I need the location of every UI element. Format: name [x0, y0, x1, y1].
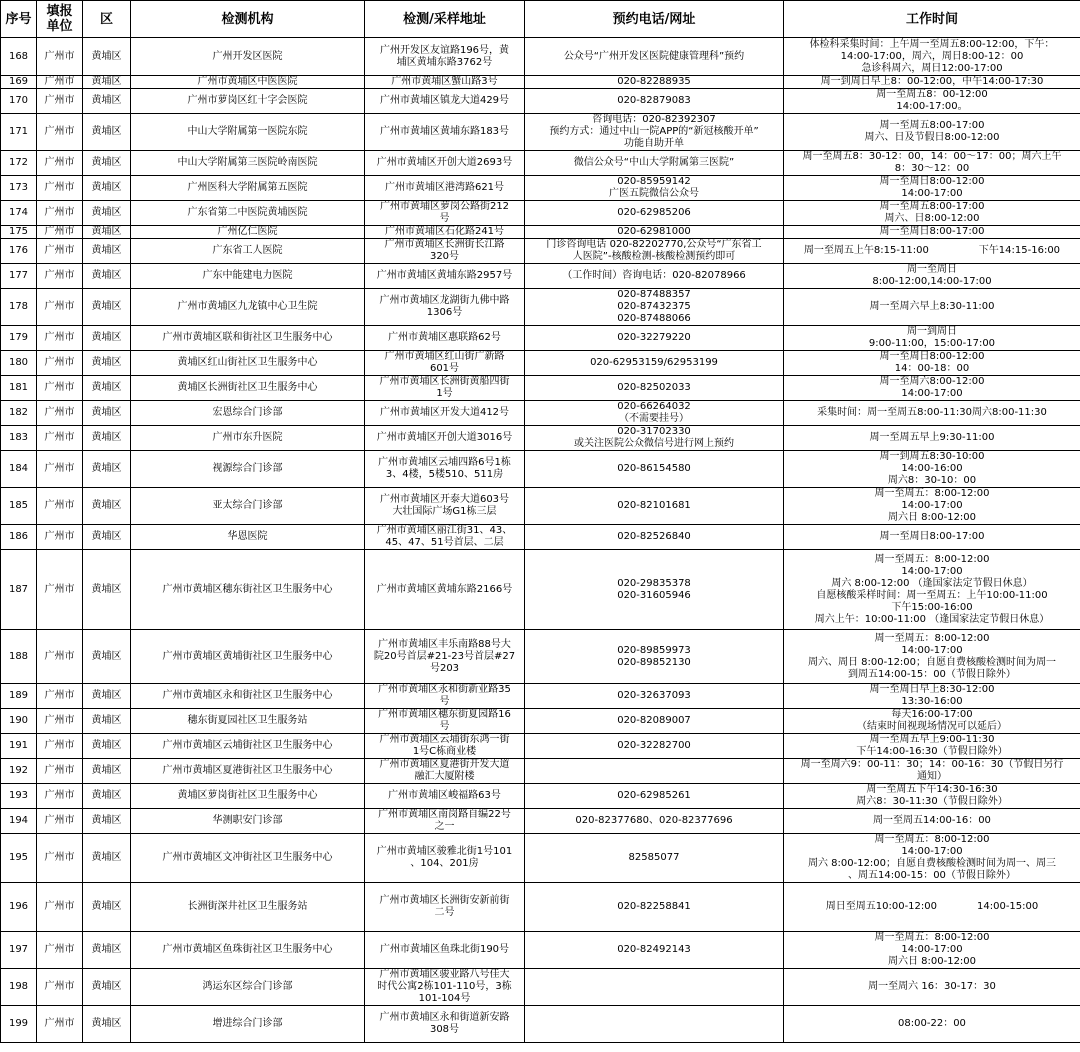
cell-district: 黄埔区 [83, 809, 131, 834]
table-row [1, 38, 1080, 76]
cell-institution: 广州市黄埔区文冲街社区卫生服务中心 [131, 834, 365, 883]
cell-contact: 020-82502033 [525, 376, 784, 401]
cell-address: 广州市黄埔区黄埔东路183号 [365, 114, 525, 151]
cell-contact: 020-82492143 [525, 932, 784, 969]
cell-address: 广州市黄埔区开泰大道603号 大壮国际广场G1栋三层 [365, 488, 525, 525]
cell-address: 广州市黄埔区惠联路62号 [365, 326, 525, 351]
cell-seq: 191 [1, 734, 37, 759]
cell-address: 广州市黄埔区红山街广新路 601号 [365, 351, 525, 376]
cell-contact: 公众号“广州开发区医院健康管理科”预约 [525, 38, 784, 76]
cell-institution: 华测职安门诊部 [131, 809, 365, 834]
cell-contact: 020-62985261 [525, 784, 784, 809]
cell-district: 黄埔区 [83, 550, 131, 630]
cell-hours: 采集时间：周一至周五8:00-11:30周六8:00-11:30 [784, 401, 1080, 426]
cell-seq: 190 [1, 709, 37, 734]
cell-institution: 广州市黄埔区联和街社区卫生服务中心 [131, 326, 365, 351]
cell-unit: 广州市 [37, 630, 83, 684]
cell-unit: 广州市 [37, 834, 83, 883]
cell-district: 黄埔区 [83, 734, 131, 759]
cell-address: 广州市黄埔区石化路241号 [365, 226, 525, 239]
cell-contact: 020-62985206 [525, 201, 784, 226]
cell-district: 黄埔区 [83, 326, 131, 351]
cell-address: 广州市黄埔区丽江街31、43、 45、47、51号首层、二层 [365, 525, 525, 550]
cell-seq: 197 [1, 932, 37, 969]
cell-district: 黄埔区 [83, 784, 131, 809]
cell-unit: 广州市 [37, 525, 83, 550]
table-row [1, 809, 1080, 834]
cell-address: 广州市黄埔区穗东街夏园路16 号 [365, 709, 525, 734]
cell-institution: 广州市黄埔区夏港街社区卫生服务中心 [131, 759, 365, 784]
cell-seq: 186 [1, 525, 37, 550]
cell-district: 黄埔区 [83, 1006, 131, 1043]
cell-address: 广州市黄埔区长洲街黄船四街 1号 [365, 376, 525, 401]
cell-hours: 体检科采集时间：上午周一至周五8:00-12:00，下午： 14:00-17:00，周六，周日8:00-12：00 急诊科周六，周日12:00-17:00 [784, 38, 1080, 76]
cell-address: 广州市黄埔区骏业路八号佳大 时代公寓2栋101-110号，3栋 101-104号 [365, 969, 525, 1006]
table-row [1, 264, 1080, 289]
cell-district: 黄埔区 [83, 451, 131, 488]
cell-unit: 广州市 [37, 784, 83, 809]
cell-unit: 广州市 [37, 151, 83, 176]
cell-unit: 广州市 [37, 326, 83, 351]
cell-district: 黄埔区 [83, 176, 131, 201]
cell-district: 黄埔区 [83, 488, 131, 525]
cell-institution: 黄埔区长洲街社区卫生服务中心 [131, 376, 365, 401]
cell-hours: 周一至周五早上9:30-11:00 [784, 426, 1080, 451]
cell-seq: 185 [1, 488, 37, 525]
cell-hours: 周一至周五：8:00-12:00 14:00-17:00 周六日 8:00-12:00 [784, 932, 1080, 969]
cell-institution: 广州市萝岗区红十字会医院 [131, 89, 365, 114]
cell-address: 广州市黄埔区峻福路63号 [365, 784, 525, 809]
cell-seq: 194 [1, 809, 37, 834]
cell-contact: 020-32279220 [525, 326, 784, 351]
cell-unit: 广州市 [37, 114, 83, 151]
cell-hours: 周一至周五8：30-12：00，14：00～17：00；周六上午 8：30～12：00 [784, 151, 1080, 176]
cell-unit: 广州市 [37, 76, 83, 89]
cell-institution: 广州开发区医院 [131, 38, 365, 76]
cell-hours: 周一至周五8:00-17:00 周六、日8:00-12:00 [784, 201, 1080, 226]
cell-hours: 周一至周五下午14:30-16:30 周六8：30-11:30（节假日除外） [784, 784, 1080, 809]
cell-hours: 周一至周五早上9:00-11:30 下午14:00-16:30（节假日除外） [784, 734, 1080, 759]
cell-institution: 广州市黄埔区穗东街社区卫生服务中心 [131, 550, 365, 630]
cell-seq: 169 [1, 76, 37, 89]
header-institution: 检测机构 [131, 1, 365, 38]
cell-seq: 168 [1, 38, 37, 76]
cell-seq: 180 [1, 351, 37, 376]
cell-unit: 广州市 [37, 426, 83, 451]
cell-district: 黄埔区 [83, 114, 131, 151]
cell-address: 广州市黄埔区永和街道新安路 308号 [365, 1006, 525, 1043]
cell-institution: 长洲街深井社区卫生服务站 [131, 883, 365, 932]
cell-contact: 020-89859973 020-89852130 [525, 630, 784, 684]
cell-institution: 中山大学附属第一医院东院 [131, 114, 365, 151]
table-row [1, 969, 1080, 1006]
cell-contact [525, 969, 784, 1006]
cell-hours: 周一至周五：8:00-12:00 14:00-17:00 周六、周日 8:00-12:00；自愿自费核酸检测时间为周一 到周五14:00-15：00（节假日除外） [784, 630, 1080, 684]
table-row [1, 709, 1080, 734]
cell-hours: 周日至周五10:00-12:00 14:00-15:00 [784, 883, 1080, 932]
cell-address: 广州市黄埔区云埔四路6号1栋 3、4楼，5楼510、511房 [365, 451, 525, 488]
cell-hours: 周一到周五8:30-10:00 14:00-16:00 周六8：30-10：00 [784, 451, 1080, 488]
header-unit: 填报 单位 [37, 1, 83, 38]
cell-institution: 广州医科大学附属第五医院 [131, 176, 365, 201]
cell-hours: 周一至周五14:00-16：00 [784, 809, 1080, 834]
cell-unit: 广州市 [37, 451, 83, 488]
cell-address: 广州市黄埔区萝岗公路街212 号 [365, 201, 525, 226]
cell-unit: 广州市 [37, 38, 83, 76]
cell-seq: 196 [1, 883, 37, 932]
cell-address: 广州市黄埔区镇龙大道429号 [365, 89, 525, 114]
cell-unit: 广州市 [37, 289, 83, 326]
header-seq: 序号 [1, 1, 37, 38]
cell-unit: 广州市 [37, 89, 83, 114]
cell-contact: 020-62953159/62953199 [525, 351, 784, 376]
cell-unit: 广州市 [37, 351, 83, 376]
cell-institution: 黄埔区红山街社区卫生服务中心 [131, 351, 365, 376]
cell-district: 黄埔区 [83, 89, 131, 114]
table-row [1, 883, 1080, 932]
cell-address: 广州市黄埔区夏港街开发大道 融汇大厦附楼 [365, 759, 525, 784]
table-row [1, 734, 1080, 759]
cell-contact: 020-31702330 或关注医院公众微信号进行网上预约 [525, 426, 784, 451]
table-row [1, 351, 1080, 376]
cell-district: 黄埔区 [83, 834, 131, 883]
cell-hours: 周一至周日早上8:30-12:00 13:30-16:00 [784, 684, 1080, 709]
table-row [1, 488, 1080, 525]
cell-hours: 周一到周日早上8：00-12:00，中午14:00-17:30 [784, 76, 1080, 89]
cell-contact [525, 1006, 784, 1043]
table-row [1, 525, 1080, 550]
cell-address: 广州市黄埔区港湾路621号 [365, 176, 525, 201]
table-row [1, 326, 1080, 351]
table-row [1, 114, 1080, 151]
cell-seq: 174 [1, 201, 37, 226]
cell-district: 黄埔区 [83, 401, 131, 426]
header-district: 区 [83, 1, 131, 38]
cell-contact: 020-62981000 [525, 226, 784, 239]
table-row [1, 550, 1080, 630]
cell-institution: 中山大学附属第三医院岭南医院 [131, 151, 365, 176]
cell-address: 广州市黄埔区龙湖街九佛中路 1306号 [365, 289, 525, 326]
cell-contact: 咨询电话：020-82392307 预约方式：通过中山一院APP的“新冠核酸开单” 功能自助开单 [525, 114, 784, 151]
cell-address: 广州市黄埔区鱼珠北街190号 [365, 932, 525, 969]
cell-contact: 020-87488357 020-87432375 020-87488066 [525, 289, 784, 326]
cell-contact: 020-32282700 [525, 734, 784, 759]
cell-unit: 广州市 [37, 709, 83, 734]
cell-address: 广州市黄埔区丰乐南路88号大 院20号首层#21-23号首层#27 号203 [365, 630, 525, 684]
cell-seq: 195 [1, 834, 37, 883]
table-row [1, 784, 1080, 809]
cell-district: 黄埔区 [83, 630, 131, 684]
cell-district: 黄埔区 [83, 376, 131, 401]
cell-unit: 广州市 [37, 201, 83, 226]
cell-unit: 广州市 [37, 488, 83, 525]
cell-address: 广州市黄埔区黄埔东路2957号 [365, 264, 525, 289]
cell-address: 广州市黄埔区永和街新业路35 号 [365, 684, 525, 709]
cell-address: 广州市黄埔区云埔街东鸿一街 1号C栋商业楼 [365, 734, 525, 759]
cell-institution: 亚太综合门诊部 [131, 488, 365, 525]
cell-contact: 020-82101681 [525, 488, 784, 525]
cell-institution: 广州市黄埔区黄埔街社区卫生服务中心 [131, 630, 365, 684]
cell-institution: 增进综合门诊部 [131, 1006, 365, 1043]
cell-hours: 周一至周日8:00-12:00 14：00-18：00 [784, 351, 1080, 376]
cell-seq: 172 [1, 151, 37, 176]
cell-address: 广州市黄埔区长洲街安新前街 二号 [365, 883, 525, 932]
cell-seq: 175 [1, 226, 37, 239]
cell-contact: 020-86154580 [525, 451, 784, 488]
cell-seq: 184 [1, 451, 37, 488]
header-hours: 工作时间 [784, 1, 1080, 38]
cell-institution: 广州市黄埔区云埔街社区卫生服务中心 [131, 734, 365, 759]
table-row [1, 176, 1080, 201]
cell-address: 广州市黄埔区开创大道2693号 [365, 151, 525, 176]
cell-hours: 周一至周五：8:00-12:00 14:00-17:00 周六日 8:00-12:00 [784, 488, 1080, 525]
cell-district: 黄埔区 [83, 759, 131, 784]
cell-institution: 广州亿仁医院 [131, 226, 365, 239]
cell-contact: 020-32637093 [525, 684, 784, 709]
cell-seq: 193 [1, 784, 37, 809]
cell-hours: 周一至周日8:00-12:00 14:00-17:00 [784, 176, 1080, 201]
cell-contact [525, 759, 784, 784]
cell-institution: 广州市黄埔区中医医院 [131, 76, 365, 89]
cell-unit: 广州市 [37, 401, 83, 426]
cell-contact: 020-82526840 [525, 525, 784, 550]
cell-seq: 173 [1, 176, 37, 201]
cell-unit: 广州市 [37, 809, 83, 834]
cell-institution: 广东中能建电力医院 [131, 264, 365, 289]
table-row [1, 630, 1080, 684]
cell-seq: 181 [1, 376, 37, 401]
cell-institution: 广东省工人医院 [131, 239, 365, 264]
cell-seq: 170 [1, 89, 37, 114]
header-contact: 预约电话/网址 [525, 1, 784, 38]
cell-district: 黄埔区 [83, 883, 131, 932]
cell-contact: 微信公众号“中山大学附属第三医院” [525, 151, 784, 176]
cell-institution: 黄埔区萝岗街社区卫生服务中心 [131, 784, 365, 809]
table-row [1, 759, 1080, 784]
cell-seq: 171 [1, 114, 37, 151]
table-row [1, 426, 1080, 451]
cell-seq: 179 [1, 326, 37, 351]
cell-seq: 182 [1, 401, 37, 426]
cell-contact: 020-29835378 020-31605946 [525, 550, 784, 630]
cell-district: 黄埔区 [83, 426, 131, 451]
cell-contact: 82585077 [525, 834, 784, 883]
cell-hours: 周一至周六 16：30-17：30 [784, 969, 1080, 1006]
cell-hours: 周一至周六9：00-11：30；14：00-16：30（节假日另行 通知） [784, 759, 1080, 784]
cell-address: 广州市黄埔区开发大道412号 [365, 401, 525, 426]
cell-unit: 广州市 [37, 734, 83, 759]
cell-seq: 188 [1, 630, 37, 684]
table-row [1, 684, 1080, 709]
cell-unit: 广州市 [37, 550, 83, 630]
table-row [1, 1006, 1080, 1043]
cell-district: 黄埔区 [83, 351, 131, 376]
cell-address: 广州市黄埔区骏雅北街1号101 、104、201房 [365, 834, 525, 883]
cell-district: 黄埔区 [83, 969, 131, 1006]
cell-hours: 周一至周日8:00-17:00 [784, 226, 1080, 239]
cell-institution: 广东省第二中医院黄埔医院 [131, 201, 365, 226]
cell-unit: 广州市 [37, 969, 83, 1006]
cell-unit: 广州市 [37, 239, 83, 264]
table-row [1, 151, 1080, 176]
cell-contact: 020-82258841 [525, 883, 784, 932]
cell-hours: 周一至周五：8:00-12:00 14:00-17:00 周六 8:00-12:00；自愿自费核酸检测时间为周一、周三 、周五14:00-15：00（节假日除外） [784, 834, 1080, 883]
cell-institution: 鸿运东区综合门诊部 [131, 969, 365, 1006]
cell-address: 广州市黄埔区南岗路自编22号 之一 [365, 809, 525, 834]
table-row [1, 201, 1080, 226]
table-row [1, 76, 1080, 89]
table-row [1, 376, 1080, 401]
table-header-row [1, 1, 1080, 38]
cell-district: 黄埔区 [83, 289, 131, 326]
cell-address: 广州开发区友谊路196号，黄 埔区黄埔东路3762号 [365, 38, 525, 76]
cell-hours: 08:00-22：00 [784, 1006, 1080, 1043]
cell-unit: 广州市 [37, 883, 83, 932]
cell-institution: 广州市黄埔区永和街社区卫生服务中心 [131, 684, 365, 709]
cell-address: 广州市黄埔区黄埔东路2166号 [365, 550, 525, 630]
cell-institution: 广州市黄埔区鱼珠街社区卫生服务中心 [131, 932, 365, 969]
cell-institution: 广州市黄埔区九龙镇中心卫生院 [131, 289, 365, 326]
cell-institution: 华恩医院 [131, 525, 365, 550]
cell-district: 黄埔区 [83, 709, 131, 734]
cell-district: 黄埔区 [83, 684, 131, 709]
cell-hours: 每天16:00-17:00 （结束时间视现场情况可以延后） [784, 709, 1080, 734]
cell-district: 黄埔区 [83, 264, 131, 289]
cell-district: 黄埔区 [83, 932, 131, 969]
cell-unit: 广州市 [37, 226, 83, 239]
cell-hours: 周一至周五：8:00-12:00 14:00-17:00 周六 8:00-12:00 （逢国家法定节假日休息） 自愿核酸采样时间：周一至周五：上午10:00-11:00 下午15:00-16:00 周六上午：10:00-11:00 （逢国家法定节假日休息） [784, 550, 1080, 630]
cell-hours: 周一至周六早上8:30-11:00 [784, 289, 1080, 326]
cell-district: 黄埔区 [83, 151, 131, 176]
cell-district: 黄埔区 [83, 226, 131, 239]
table-row [1, 89, 1080, 114]
cell-hours: 周一至周日 8:00-12:00,14:00-17:00 [784, 264, 1080, 289]
cell-institution: 宏恩综合门诊部 [131, 401, 365, 426]
cell-contact: 020-85959142 广医五院微信公众号 [525, 176, 784, 201]
cell-seq: 198 [1, 969, 37, 1006]
table-row [1, 239, 1080, 264]
cell-unit: 广州市 [37, 759, 83, 784]
table-row [1, 401, 1080, 426]
cell-district: 黄埔区 [83, 201, 131, 226]
cell-contact: 门诊咨询电话 020-82202770,公众号“广东省工 人医院”-核酸检测-核酸检测预约即可 [525, 239, 784, 264]
cell-seq: 192 [1, 759, 37, 784]
cell-seq: 178 [1, 289, 37, 326]
cell-seq: 176 [1, 239, 37, 264]
header-address: 检测/采样地址 [365, 1, 525, 38]
cell-unit: 广州市 [37, 1006, 83, 1043]
cell-hours: 周一至周日8:00-17:00 [784, 525, 1080, 550]
cell-district: 黄埔区 [83, 76, 131, 89]
cell-hours: 周一至周五上午8:15-11:00 下午14:15-16:00 [784, 239, 1080, 264]
cell-hours: 周一到周日 9:00-11:00，15:00-17:00 [784, 326, 1080, 351]
cell-hours: 周一至周五8:00-17:00 周六、日及节假日8:00-12:00 [784, 114, 1080, 151]
cell-seq: 177 [1, 264, 37, 289]
cell-district: 黄埔区 [83, 525, 131, 550]
cell-unit: 广州市 [37, 176, 83, 201]
table-row [1, 932, 1080, 969]
table-row [1, 451, 1080, 488]
cell-address: 广州市黄埔区长洲街长江路 320号 [365, 239, 525, 264]
cell-institution: 广州市东升医院 [131, 426, 365, 451]
cell-address: 广州市黄埔区蟹山路3号 [365, 76, 525, 89]
cell-contact: 020-66264032 （不需要挂号） [525, 401, 784, 426]
cell-contact: 020-82089007 [525, 709, 784, 734]
cell-unit: 广州市 [37, 932, 83, 969]
cell-contact: 020-82377680、020-82377696 [525, 809, 784, 834]
cell-district: 黄埔区 [83, 239, 131, 264]
cell-institution: 视源综合门诊部 [131, 451, 365, 488]
cell-seq: 183 [1, 426, 37, 451]
cell-seq: 189 [1, 684, 37, 709]
cell-address: 广州市黄埔区开创大道3016号 [365, 426, 525, 451]
table-row [1, 289, 1080, 326]
table-row [1, 834, 1080, 883]
cell-contact: 020-82288935 [525, 76, 784, 89]
cell-seq: 187 [1, 550, 37, 630]
cell-contact: （工作时间）咨询电话：020-82078966 [525, 264, 784, 289]
cell-hours: 周一至周五8：00-12:00 14:00-17:00。 [784, 89, 1080, 114]
cell-institution: 穗东街夏园社区卫生服务站 [131, 709, 365, 734]
cell-unit: 广州市 [37, 264, 83, 289]
cell-unit: 广州市 [37, 684, 83, 709]
table-row [1, 226, 1080, 239]
cell-contact: 020-82879083 [525, 89, 784, 114]
cell-unit: 广州市 [37, 376, 83, 401]
cell-seq: 199 [1, 1006, 37, 1043]
cell-district: 黄埔区 [83, 38, 131, 76]
cell-hours: 周一至周六8:00-12:00 14:00-17:00 [784, 376, 1080, 401]
